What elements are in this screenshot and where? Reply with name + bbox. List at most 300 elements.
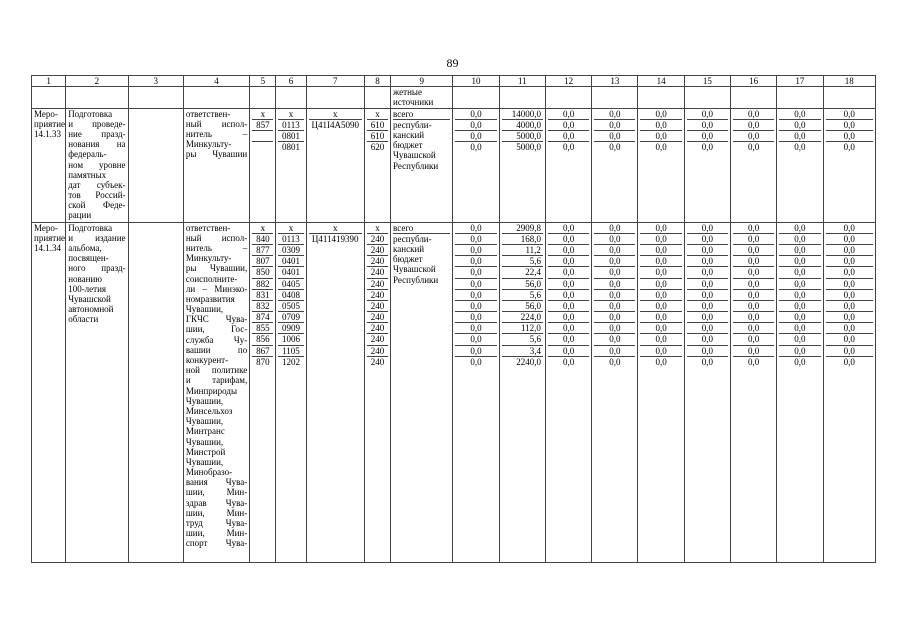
amount-value: 0,0 [826,323,873,334]
amount-value: 0,0 [779,120,820,131]
amount-value: 0,0 [733,279,774,290]
amount-value: 0,0 [779,234,820,245]
source-line: Чувашской [393,150,436,161]
amount-value: 0,0 [548,346,589,357]
code-value: 620 [370,142,385,153]
text-line: источники [393,97,434,108]
amount-value: 0,0 [655,356,667,367]
amount-value: 0,0 [455,245,496,256]
column-number: 4 [183,76,249,87]
code-value: 0113 [278,120,303,131]
amount-value: 4000,0 [502,120,543,131]
text-line: дат субъек- [68,179,126,190]
amount-value: 0,0 [733,312,774,323]
code-value: 832 [252,301,273,312]
text-line: служба Чу- [185,334,248,345]
code-value: 831 [252,290,273,301]
code-value: 0113 [278,234,303,245]
code-value: 240 [367,301,388,312]
amount-value: 0,0 [640,279,681,290]
amount-value: 0,0 [640,245,681,256]
amount-value: 0,0 [640,223,681,234]
text-line: и издание [68,232,126,243]
amount-value: 0,0 [826,267,873,278]
column-number: 10 [453,76,499,87]
text-line: 14.1.34 [34,242,61,253]
measure-name [66,108,128,222]
amount-value: 0,0 [655,142,667,153]
source-line: всего [393,109,450,120]
header-row [32,76,876,87]
amount-value: 0,0 [779,279,820,290]
value-col11 [499,108,545,222]
amount-value: 0,0 [548,312,589,323]
amount-value: 0,0 [455,256,496,267]
amount-value: 0,0 [826,290,873,301]
value-col18 [823,108,875,222]
source-line: республи- [393,233,432,244]
amount-value: 0,0 [548,279,589,290]
amount-value: 0,0 [548,256,589,267]
amount-value: 0,0 [548,267,589,278]
source-line: Республики [393,160,439,171]
amount-value: 0,0 [733,290,774,301]
source-line: Чувашской [393,264,436,275]
text-line: Чувашии, [185,395,224,406]
code-value [309,295,362,305]
amount-value: 0,0 [687,279,728,290]
amount-value: 2240,0 [516,356,541,367]
text-line: Минсельхоз [185,405,233,416]
value-col17 [777,222,823,562]
text-line: ной политике [185,365,248,376]
text-line: конкурент- [185,355,229,366]
amount-value: 0,0 [687,223,728,234]
code-value: 0909 [278,323,303,334]
text-line: Минкульту- [185,139,232,150]
amount-value: 0,0 [687,131,728,142]
code-value: 240 [367,290,388,301]
amount-value: 0,0 [733,120,774,131]
amount-value: 0,0 [594,234,635,245]
amount-value: 0,0 [640,109,681,120]
amount-value: 0,0 [594,109,635,120]
column-number: 7 [306,76,364,87]
amount-value: 0,0 [733,234,774,245]
col6-codes [276,108,306,222]
text-line: посвящен- [68,253,109,264]
amount-value: 0,0 [455,131,496,142]
code-value: x [309,109,362,120]
amount-value: 0,0 [687,245,728,256]
amount-value: 0,0 [455,301,496,312]
amount-value: 0,0 [548,234,589,245]
code-value: 807 [252,256,273,267]
amount-value: 56,0 [502,301,543,312]
code-value: 0709 [278,312,303,323]
col8-codes [364,108,390,222]
text-line: Чувашии, [185,304,224,315]
amount-value: 0,0 [562,142,575,153]
amount-value: 0,0 [733,346,774,357]
amount-value: 5,6 [502,256,543,267]
amount-value: 0,0 [455,346,496,357]
amount-value: 0,0 [594,131,635,142]
code-value: 240 [367,334,388,345]
measure-14-1-34-row [32,222,876,562]
amount-value: 0,0 [748,142,760,153]
code-value: 240 [367,256,388,267]
code-value: 240 [367,267,388,278]
code-value: x [252,109,273,120]
text-line: Чувашии, [185,436,224,447]
source-line: канский [393,243,425,254]
amount-value: 0,0 [826,312,873,323]
code-value: 840 [252,234,273,245]
text-line: памятных [68,169,107,180]
amount-value: 0,0 [843,356,855,367]
text-line: ный испол- [185,232,248,243]
amount-value: 5000,0 [502,131,543,142]
code-value: 610 [367,131,388,142]
top-row [32,87,876,108]
amount-value: 3,4 [502,346,543,357]
column-number: 15 [684,76,730,87]
amount-value: 0,0 [609,356,621,367]
code-value: 240 [370,356,385,367]
code-value: x [367,109,388,120]
code-value: 0408 [278,290,303,301]
text-line: спорт Чува- [185,538,248,549]
text-line: области [68,314,99,325]
amount-value: 0,0 [594,267,635,278]
text-line: Подготовка [68,108,113,119]
amount-value: 14000,0 [502,109,543,120]
amount-value: 0,0 [640,131,681,142]
column-number: 18 [823,76,875,87]
text-line: соисполните- [185,273,238,284]
value-col12 [545,222,591,562]
amount-value: 0,0 [455,234,496,245]
text-line: рации [68,210,92,221]
text-line: Минкульту- [185,253,232,264]
code-value [309,346,362,356]
amount-value: 0,0 [687,346,728,357]
amount-value: 0,0 [779,267,820,278]
amount-value: 5,6 [502,290,543,301]
amount-value: 0,0 [548,323,589,334]
code-value: 240 [367,323,388,334]
text-line: ответствен- [185,108,231,119]
amount-value: 0,0 [826,346,873,357]
executor [183,222,249,562]
code-value [252,131,273,142]
text-line: ли – Минэко- [185,283,248,294]
text-line: ном уровне [68,159,126,170]
column-number: 17 [777,76,823,87]
amount-value: 0,0 [794,142,806,153]
measure-id [32,108,66,222]
code-value [309,264,362,274]
amount-value: 0,0 [640,267,681,278]
column-number: 14 [638,76,684,87]
amount-value: 0,0 [701,356,713,367]
text-line: нитель – [185,242,248,253]
text-line: альбома, [68,242,102,253]
code-value: 874 [252,312,273,323]
code-value: 856 [252,334,273,345]
amount-value: 0,0 [826,245,873,256]
text-line: Чувашской [68,293,111,304]
amount-value: 224,0 [502,312,543,323]
code-value: 0801 [278,131,303,142]
text-line: шии, Мин- [185,528,248,539]
amount-value: 0,0 [779,346,820,357]
amount-value: 112,0 [502,323,543,334]
amount-value: 0,0 [455,267,496,278]
code-value [309,275,362,285]
amount-value: 0,0 [548,131,589,142]
value-col15 [684,222,730,562]
code-value: 867 [252,346,273,357]
amount-value: 0,0 [733,334,774,345]
code-value: 0505 [278,301,303,312]
source-line: Республики [393,274,439,285]
amount-value: 0,0 [594,223,635,234]
value-col12 [545,108,591,222]
funding-source [391,222,453,562]
code-value: Ц411419390 [311,233,359,244]
code-value [309,285,362,295]
amount-value: 0,0 [733,245,774,256]
code-value: 0401 [278,267,303,278]
text-line: нования на [68,139,126,150]
text-line: федераль- [68,149,107,160]
amount-value: 0,0 [826,234,873,245]
source-line: всего [393,223,450,234]
text-line: и проведе- [68,118,126,129]
value-col14 [638,108,684,222]
amount-value: 0,0 [748,356,760,367]
code-value: 855 [252,323,273,334]
amount-value: 0,0 [594,256,635,267]
amount-value: 0,0 [548,334,589,345]
code-value: x [278,109,303,120]
funding-source [391,108,453,222]
amount-value: 0,0 [779,245,820,256]
amount-value: 0,0 [455,120,496,131]
amount-value: 0,0 [640,312,681,323]
code-value [309,325,362,335]
amount-value: 0,0 [470,142,482,153]
measure-14-1-33-row [32,108,876,222]
code-value: 877 [252,245,273,256]
amount-value: 0,0 [779,223,820,234]
text-line: труд Чува- [185,518,248,529]
text-line: ГКЧС Чува- [185,314,248,325]
text-line: Чувашии, [185,456,224,467]
value-col18 [823,222,875,562]
amount-value: 0,0 [594,290,635,301]
sources-continued [391,87,453,108]
amount-value: 0,0 [779,334,820,345]
code-value [309,305,362,315]
amount-value: 0,0 [594,245,635,256]
amount-value: 5000,0 [516,142,541,153]
code-value: 882 [252,279,273,290]
col5-codes [250,222,276,562]
amount-value: 0,0 [640,290,681,301]
amount-value: 0,0 [826,334,873,345]
amount-value: 11,2 [502,245,543,256]
text-line: приятие [34,232,66,243]
amount-value: 0,0 [640,346,681,357]
amount-value: 2909,8 [502,223,543,234]
amount-value: 0,0 [779,109,820,120]
text-line: Меро- [34,108,58,119]
empty-col3 [128,108,183,222]
text-line: Минприроды [185,385,237,396]
amount-value: 0,0 [687,109,728,120]
code-value: 850 [252,267,273,278]
text-line: номразвития [185,293,235,304]
source-line: республи- [393,119,432,130]
amount-value: 0,0 [826,279,873,290]
amount-value: 0,0 [733,131,774,142]
code-value: x [367,223,388,234]
code-value: 240 [367,234,388,245]
amount-value: 0,0 [455,290,496,301]
column-number: 9 [391,76,453,87]
code-value: 0401 [278,256,303,267]
amount-value: 0,0 [594,279,635,290]
code-value: 870 [256,356,270,367]
amount-value: 0,0 [470,356,482,367]
text-line: Подготовка [68,222,113,233]
code-value: x [252,223,273,234]
amount-value: 0,0 [794,356,806,367]
text-line: 100-летия [68,283,107,294]
amount-value: 0,0 [733,109,774,120]
column-number: 11 [499,76,545,87]
amount-value: 56,0 [502,279,543,290]
code-value: 1105 [278,346,303,357]
amount-value: 0,0 [826,109,873,120]
measure-name [66,222,128,562]
amount-value: 0,0 [548,301,589,312]
code-value: 240 [367,245,388,256]
amount-value: 0,0 [687,256,728,267]
value-col16 [731,222,777,562]
code-value: 240 [367,346,388,357]
code-value: 610 [367,120,388,131]
amount-value: 0,0 [594,323,635,334]
amount-value: 0,0 [594,312,635,323]
text-line: автономной [68,304,114,315]
code-value [309,244,362,254]
text-line: тов Россий- [68,190,126,201]
code-value: 0801 [281,142,300,153]
amount-value: 0,0 [687,120,728,131]
amount-value: 0,0 [548,120,589,131]
code-value: x [278,223,303,234]
budget-table [31,75,876,563]
column-number: 1 [32,76,66,87]
text-line: вашии по [185,344,248,355]
value-col14 [638,222,684,562]
value-col13 [592,222,638,562]
text-line: Меро- [34,222,58,233]
amount-value: 0,0 [826,301,873,312]
text-line: и тарифам, [185,375,248,386]
amount-value: 0,0 [779,323,820,334]
amount-value: 0,0 [687,267,728,278]
amount-value: 0,0 [609,142,621,153]
column-number: 8 [364,76,390,87]
amount-value: 0,0 [594,334,635,345]
code-value [252,142,273,152]
empty-col3 [128,222,183,562]
text-line: ры Чувашии [185,149,248,160]
source-line: бюджет [393,140,423,151]
amount-value: 0,0 [687,312,728,323]
amount-value: 0,0 [733,267,774,278]
amount-value: 0,0 [455,312,496,323]
column-number: 2 [66,76,128,87]
amount-value: 0,0 [455,109,496,120]
code-value: 240 [367,279,388,290]
amount-value: 0,0 [640,234,681,245]
amount-value: 0,0 [594,346,635,357]
text-line: вания Чува- [185,477,248,488]
code-value: 1202 [281,356,300,367]
code-value [309,140,362,150]
amount-value: 0,0 [826,120,873,131]
column-number: 6 [276,76,306,87]
text-line: ние празд- [68,128,126,139]
col5-codes [250,108,276,222]
text-line: 14.1.33 [34,128,61,139]
amount-value: 0,0 [640,323,681,334]
value-col15 [684,108,730,222]
column-number: 12 [545,76,591,87]
code-value [309,315,362,325]
amount-value: 0,0 [455,279,496,290]
amount-value: 0,0 [548,223,589,234]
executor [183,108,249,222]
source-line: бюджет [393,254,423,265]
code-value: 0309 [278,245,303,256]
code-value: 240 [367,312,388,323]
amount-value: 0,0 [779,312,820,323]
code-value [309,130,362,140]
text-line: Минстрой [185,446,226,457]
text-line: Минобразо- [185,467,233,478]
amount-value: 0,0 [733,301,774,312]
code-value [309,254,362,264]
code-value: 857 [252,120,273,131]
value-col16 [731,108,777,222]
page-number: 89 [446,56,459,70]
text-line: ответствен- [185,222,231,233]
amount-value: 0,0 [640,120,681,131]
code-value: Ц41I4А5090 [311,119,359,130]
amount-value: 0,0 [594,301,635,312]
amount-value: 0,0 [455,223,496,234]
amount-value: 0,0 [548,290,589,301]
text-line: ный испол- [185,118,248,129]
column-number: 13 [592,76,638,87]
